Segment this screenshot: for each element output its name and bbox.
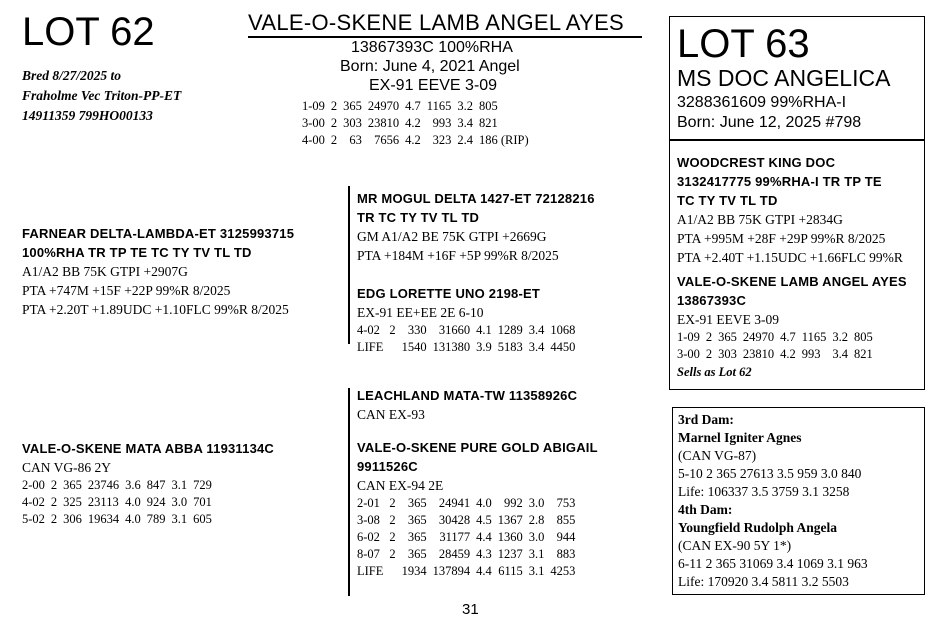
record-cell: 1165 bbox=[426, 99, 452, 113]
record-cell: 365 bbox=[407, 547, 427, 561]
table-row bbox=[22, 494, 218, 511]
dd-records bbox=[357, 495, 581, 580]
lot-62-records bbox=[302, 98, 535, 149]
record-cell: 2-00 bbox=[22, 478, 45, 492]
pedigree-bracket-dam bbox=[348, 388, 350, 596]
record-cell: 4.0 bbox=[125, 495, 141, 509]
lot-62-title: VALE-O-SKENE LAMB ANGEL AYES bbox=[248, 10, 625, 35]
record-cell: 3.0 bbox=[528, 530, 545, 544]
record-cell: 365 bbox=[407, 530, 427, 544]
dam-name: VALE-O-SKENE LAMB ANGEL AYES bbox=[677, 274, 907, 289]
record-cell: 3.0 bbox=[171, 495, 188, 509]
dams-dam bbox=[357, 438, 598, 580]
table-row bbox=[357, 339, 581, 356]
table-row bbox=[357, 495, 581, 512]
dam-name: 13867393C bbox=[677, 293, 747, 308]
record-cell: 944 bbox=[556, 530, 576, 544]
record-cell: 5-02 bbox=[22, 512, 45, 526]
record-cell: 2 bbox=[389, 513, 396, 527]
record-cell: 855 bbox=[556, 513, 576, 527]
record-cell: 2 bbox=[705, 347, 713, 361]
record-cell: 3-00 bbox=[302, 116, 325, 130]
record-cell: 2 bbox=[389, 496, 396, 510]
record-cell: 924 bbox=[146, 495, 166, 509]
record-cell: 131380 bbox=[432, 340, 471, 354]
lot-62-classification: EX-91 EEVE 3-09 bbox=[369, 77, 498, 94]
sd-classification: EX-91 EE+EE 2E 6-10 bbox=[357, 305, 484, 320]
record-cell: 24970 bbox=[742, 330, 775, 344]
record-cell: 24941 bbox=[438, 496, 471, 510]
third-dam-classification: (CAN VG-87) bbox=[678, 448, 757, 463]
record-cell: 4.5 bbox=[476, 513, 492, 527]
record-cell: 365 bbox=[63, 478, 82, 492]
record-cell: 1068 bbox=[550, 323, 576, 337]
record-cell: 992 bbox=[504, 496, 523, 510]
record-cell: 4.0 bbox=[476, 496, 492, 510]
record-cell: 4.2 bbox=[405, 116, 421, 130]
lot-63-born: Born: June 12, 2025 #798 bbox=[677, 114, 862, 131]
record-cell: 137894 bbox=[432, 564, 471, 578]
sire-name: WOODCREST KING DOC bbox=[677, 155, 836, 170]
record-cell: 3.4 bbox=[528, 323, 545, 337]
record-cell: 3-00 bbox=[677, 347, 700, 361]
dams-sire bbox=[357, 386, 577, 424]
lot-63-name: MS DOC ANGELICA bbox=[677, 65, 891, 91]
record-cell: 3.4 bbox=[457, 116, 473, 130]
dam-records bbox=[22, 477, 218, 528]
record-cell: 19634 bbox=[87, 512, 120, 526]
record-cell: 2 bbox=[50, 478, 58, 492]
record-cell: 993 bbox=[432, 116, 452, 130]
record-cell: 3.4 bbox=[528, 340, 545, 354]
fourth-dam-life: Life: 170920 3.4 5811 3.2 5503 bbox=[678, 574, 849, 589]
sire-detail: PTA +995M +28F +29P 99%R 8/2025 bbox=[677, 231, 886, 246]
dam-classification: CAN VG-86 2Y bbox=[22, 460, 112, 475]
sire-name: 3132417775 99%RHA-I TR TP TE bbox=[677, 174, 882, 189]
table-row bbox=[22, 477, 218, 494]
record-cell: 365 bbox=[718, 330, 737, 344]
record-cell: 3.9 bbox=[476, 340, 492, 354]
table-row bbox=[677, 329, 879, 346]
record-cell: 24970 bbox=[367, 99, 400, 113]
record-cell: 303 bbox=[718, 347, 737, 361]
record-cell: 821 bbox=[478, 116, 498, 130]
record-cell: 6115 bbox=[498, 564, 523, 578]
ds-name: LEACHLAND MATA-TW 11358926C bbox=[357, 388, 578, 403]
record-cell: 4.2 bbox=[780, 347, 796, 361]
record-cell: 3.2 bbox=[457, 99, 473, 113]
sire-detail: PTA +2.40T +1.15UDC +1.66FLC 99%R bbox=[677, 250, 903, 265]
record-cell: 4-02 bbox=[22, 495, 45, 509]
record-cell: 323 bbox=[432, 133, 452, 147]
bred-line: Bred 8/27/2025 to bbox=[22, 68, 122, 83]
record-cell: 4.7 bbox=[405, 99, 421, 113]
record-cell: 7656 bbox=[374, 133, 400, 147]
pedigree-bracket-sire bbox=[348, 186, 350, 344]
table-row bbox=[302, 115, 535, 132]
record-cell: 303 bbox=[343, 116, 362, 130]
record-cell: 4.2 bbox=[405, 133, 421, 147]
record-cell: 2 bbox=[389, 530, 396, 544]
record-cell: 821 bbox=[853, 347, 873, 361]
dd-name: VALE-O-SKENE PURE GOLD ABIGAIL bbox=[357, 440, 598, 455]
record-cell: 4.4 bbox=[476, 530, 492, 544]
sires-dam bbox=[357, 284, 581, 356]
lot-62-born: Born: June 4, 2021 Angel bbox=[340, 58, 520, 75]
extended-pedigree bbox=[678, 411, 868, 591]
fourth-dam-name: Youngfield Rudolph Angela bbox=[678, 520, 838, 535]
record-cell: 4.7 bbox=[780, 330, 796, 344]
dd-name: 9911526C bbox=[357, 459, 418, 474]
record-cell: 186 (RIP) bbox=[478, 133, 529, 147]
fourth-dam-classification: (CAN EX-90 5Y 1*) bbox=[678, 538, 792, 553]
record-cell: 605 bbox=[193, 512, 212, 526]
record-cell: 2 bbox=[389, 547, 396, 561]
record-cell: 1-09 bbox=[677, 330, 700, 344]
record-cell: 4.0 bbox=[125, 512, 141, 526]
sire-name: 100%RHA TR TP TE TC TY TV TL TD bbox=[22, 245, 252, 260]
record-cell: 2 bbox=[330, 133, 338, 147]
record-cell: 2.8 bbox=[528, 513, 545, 527]
bred-line: Fraholme Vec Triton-PP-ET bbox=[22, 88, 182, 103]
record-cell: 3.2 bbox=[832, 330, 848, 344]
dam-records bbox=[677, 329, 879, 363]
third-dam-heading: 3rd Dam: bbox=[678, 412, 734, 427]
record-cell: 805 bbox=[853, 330, 873, 344]
record-cell: 4.1 bbox=[476, 323, 492, 337]
record-cell: 1237 bbox=[497, 547, 523, 561]
record-cell: 2 bbox=[330, 99, 338, 113]
sire-name: FARNEAR DELTA-LAMBDA-ET 3125993715 bbox=[22, 226, 295, 241]
lot-62-label: LOT 62 bbox=[22, 10, 155, 54]
table-row bbox=[357, 322, 581, 339]
record-cell: 1360 bbox=[497, 530, 523, 544]
table-row bbox=[357, 563, 581, 580]
third-dam-life: Life: 106337 3.5 3759 3.1 3258 bbox=[678, 484, 850, 499]
table-row bbox=[302, 98, 535, 115]
record-cell: 31177 bbox=[439, 530, 471, 544]
sd-records bbox=[357, 322, 581, 356]
record-cell: 1540 bbox=[401, 340, 427, 354]
record-cell bbox=[389, 563, 401, 580]
record-cell: 3.1 bbox=[528, 564, 545, 578]
record-cell: 2.4 bbox=[457, 133, 473, 147]
sire-detail: A1/A2 BB 75K GTPI +2834G bbox=[677, 212, 843, 227]
lot-62-dam bbox=[22, 439, 274, 528]
record-cell: 1934 bbox=[401, 564, 427, 578]
sd-name: EDG LORETTE UNO 2198-ET bbox=[357, 286, 541, 301]
record-cell: 729 bbox=[193, 478, 212, 492]
lot-63-sire bbox=[677, 153, 903, 267]
record-cell: 23113 bbox=[87, 495, 119, 509]
record-cell: 365 bbox=[407, 513, 427, 527]
record-cell: 805 bbox=[478, 99, 498, 113]
record-cell: 2 bbox=[50, 495, 58, 509]
record-cell: 3-08 bbox=[357, 513, 380, 527]
record-cell: LIFE bbox=[357, 564, 384, 578]
dam-classification: EX-91 EEVE 3-09 bbox=[677, 312, 779, 327]
record-cell: 1289 bbox=[497, 323, 523, 337]
lot-62-reg: 13867393C 100%RHA bbox=[351, 39, 513, 56]
fourth-dam-heading: 4th Dam: bbox=[678, 502, 733, 517]
record-cell: 883 bbox=[556, 547, 576, 561]
third-dam-record: 5-10 2 365 27613 3.5 959 3.0 840 bbox=[678, 466, 862, 481]
fourth-dam-record: 6-11 2 365 31069 3.4 1069 3.1 963 bbox=[678, 556, 868, 571]
table-row bbox=[677, 346, 879, 363]
record-cell: 1-09 bbox=[302, 99, 325, 113]
dd-classification: CAN EX-94 2E bbox=[357, 478, 444, 493]
record-cell: 3.0 bbox=[528, 496, 545, 510]
record-cell: 701 bbox=[193, 495, 212, 509]
record-cell: 2 bbox=[705, 330, 713, 344]
ss-name: MR MOGUL DELTA 1427-ET 72128216 bbox=[357, 191, 595, 206]
record-cell: 63 bbox=[349, 133, 362, 147]
record-cell: 4450 bbox=[550, 340, 576, 354]
third-dam-name: Marnel Igniter Agnes bbox=[678, 430, 802, 445]
record-cell: 2 bbox=[330, 116, 338, 130]
record-cell: 8-07 bbox=[357, 547, 380, 561]
record-cell: 3.1 bbox=[171, 512, 188, 526]
record-cell: 28459 bbox=[438, 547, 471, 561]
ss-detail: GM A1/A2 BE 75K GTPI +2669G bbox=[357, 229, 547, 244]
lot-62-sire bbox=[22, 224, 294, 319]
lot-63-reg: 3288361609 99%RHA-I bbox=[677, 94, 847, 111]
record-cell: 5183 bbox=[497, 340, 523, 354]
record-cell: 6-02 bbox=[357, 530, 380, 544]
record-cell: 4-02 bbox=[357, 323, 380, 337]
record-cell: 3.6 bbox=[125, 478, 141, 492]
record-cell: 3.1 bbox=[528, 547, 545, 561]
record-cell: 330 bbox=[407, 323, 427, 337]
table-row bbox=[357, 529, 581, 546]
lot-63-label: LOT 63 bbox=[677, 22, 810, 66]
record-cell: 4.4 bbox=[476, 564, 492, 578]
sires-sire bbox=[357, 189, 595, 265]
sire-detail: PTA +2.20T +1.89UDC +1.10FLC 99%R 8/2025 bbox=[22, 302, 289, 317]
record-cell: 365 bbox=[407, 496, 427, 510]
record-cell: 4253 bbox=[550, 564, 576, 578]
record-cell: 3.4 bbox=[832, 347, 848, 361]
record-cell: 2 bbox=[389, 323, 396, 337]
table-row bbox=[357, 512, 581, 529]
sire-detail: PTA +747M +15F +22P 99%R 8/2025 bbox=[22, 283, 231, 298]
record-cell: 2-01 bbox=[357, 496, 380, 510]
record-cell: 847 bbox=[146, 478, 166, 492]
page-number: 31 bbox=[462, 601, 479, 618]
record-cell: 31660 bbox=[438, 323, 471, 337]
record-cell: 4-00 bbox=[302, 133, 325, 147]
record-cell: 30428 bbox=[438, 513, 471, 527]
record-cell bbox=[389, 339, 401, 356]
record-cell: 753 bbox=[556, 496, 576, 510]
table-row bbox=[302, 132, 535, 149]
record-cell: 23810 bbox=[367, 116, 400, 130]
record-cell: 325 bbox=[63, 495, 82, 509]
table-row bbox=[357, 546, 581, 563]
bred-info bbox=[22, 66, 181, 126]
table-row bbox=[22, 511, 218, 528]
record-cell: 306 bbox=[63, 512, 82, 526]
bred-line: 14911359 799HO00133 bbox=[22, 108, 153, 123]
record-cell: 993 bbox=[801, 347, 821, 361]
record-cell: 3.1 bbox=[171, 478, 188, 492]
record-cell: 2 bbox=[50, 512, 58, 526]
sire-name: TC TY TV TL TD bbox=[677, 193, 778, 208]
record-cell: 4.3 bbox=[476, 547, 492, 561]
dam-name: VALE-O-SKENE MATA ABBA 11931134C bbox=[22, 441, 275, 456]
sells-as-note: Sells as Lot 62 bbox=[677, 365, 752, 379]
ds-classification: CAN EX-93 bbox=[357, 407, 425, 422]
lot-63-dam bbox=[677, 272, 907, 381]
lot-63-divider bbox=[670, 139, 924, 141]
record-cell: 789 bbox=[146, 512, 166, 526]
record-cell: 23746 bbox=[87, 478, 120, 492]
record-cell: 1165 bbox=[801, 330, 827, 344]
record-cell: 365 bbox=[343, 99, 362, 113]
record-cell: 1367 bbox=[497, 513, 523, 527]
sire-detail: A1/A2 BB 75K GTPI +2907G bbox=[22, 264, 188, 279]
ss-name: TR TC TY TV TL TD bbox=[357, 210, 480, 225]
record-cell: 23810 bbox=[742, 347, 775, 361]
record-cell: LIFE bbox=[357, 340, 384, 354]
ss-detail: PTA +184M +16F +5P 99%R 8/2025 bbox=[357, 248, 559, 263]
